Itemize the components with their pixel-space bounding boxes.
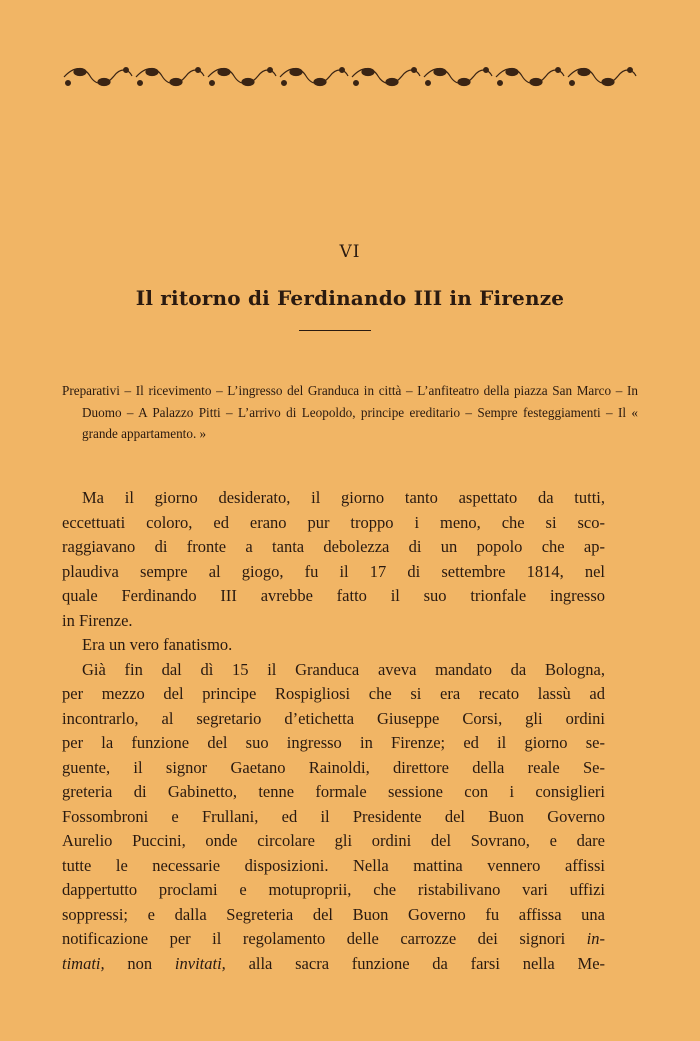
text-line: tutte le necessarie disposizioni. Nella mattina vennero affissi: [62, 855, 605, 875]
text-segment: alla sacra funzione da farsi nella Me-: [248, 953, 606, 973]
italic-word: in-: [586, 929, 606, 948]
italic-word: timati,: [62, 953, 105, 973]
text-line: plaudiva sempre al giogo, fu il 17 di settembre 1814, nel: [62, 561, 605, 581]
chapter-summary: Preparativi – Il ricevimento – L’ingresso del Granduca in città – L’anfiteatro della piazza San Marco – In Duomo – A Palazzo Pitti – L’arrivo di Leopoldo, principe ereditario – Sempre festeggiamenti – Il « grande appartamento. »: [62, 383, 638, 442]
chapter-number: VI: [339, 242, 361, 262]
text-line: soppressi; e dalla Segreteria del Buon Governo fu affissa una: [62, 904, 605, 924]
decorative-border-icon: [60, 64, 640, 90]
text-segment: non: [127, 953, 153, 973]
text-line: Era un vero fanatismo.: [82, 635, 233, 654]
text-line: incontrarlo, al segretario d’etichetta Giuseppe Corsi, gli ordini: [62, 708, 605, 728]
body-text: [62, 486, 605, 976]
italic-word: invitati,: [174, 953, 226, 973]
text-line: greteria di Gabinetto, tenne formale sessione con i consiglieri: [62, 782, 605, 801]
text-line: per la funzione del suo ingresso in Firenze; ed il giorno se-: [62, 733, 605, 752]
text-line: per mezzo del principe Rospigliosi che si era recato lassù ad: [62, 684, 605, 703]
text-line: in Firenze.: [62, 610, 133, 630]
text-line: Già fin dal dì 15 il Granduca aveva mandato da Bologna,: [82, 659, 605, 679]
text-line: Ma il giorno desiderato, il giorno tanto aspettato da tutti,: [82, 488, 605, 507]
text-line: Fossombroni e Frullani, ed il Presidente del Buon Governo: [62, 806, 605, 826]
text-line: raggiavano di fronte a tanta debolezza di un popolo che ap-: [62, 537, 605, 556]
text-line: quale Ferdinando III avrebbe fatto il suo trionfale ingresso: [62, 586, 605, 605]
chapter-title: Il ritorno di Ferdinando III in Firenze: [135, 286, 565, 310]
text-line: dappertutto proclami e motuproprii, che ristabilivano vari uffizi: [62, 880, 605, 899]
text-line-mixed: [62, 952, 605, 977]
text-line: Aurelio Puccini, onde circolare gli ordini del Sovrano, e dare: [62, 831, 605, 850]
text-line-mixed: [62, 927, 605, 952]
text-segment: notificazione per il regolamento delle carrozze dei signori: [62, 929, 566, 948]
text-line: guente, il signor Gaetano Rainoldi, direttore della reale Se-: [62, 757, 605, 777]
title-divider: [299, 330, 371, 331]
text-line: eccettuati coloro, ed erano pur troppo i meno, che si sco-: [62, 512, 605, 532]
